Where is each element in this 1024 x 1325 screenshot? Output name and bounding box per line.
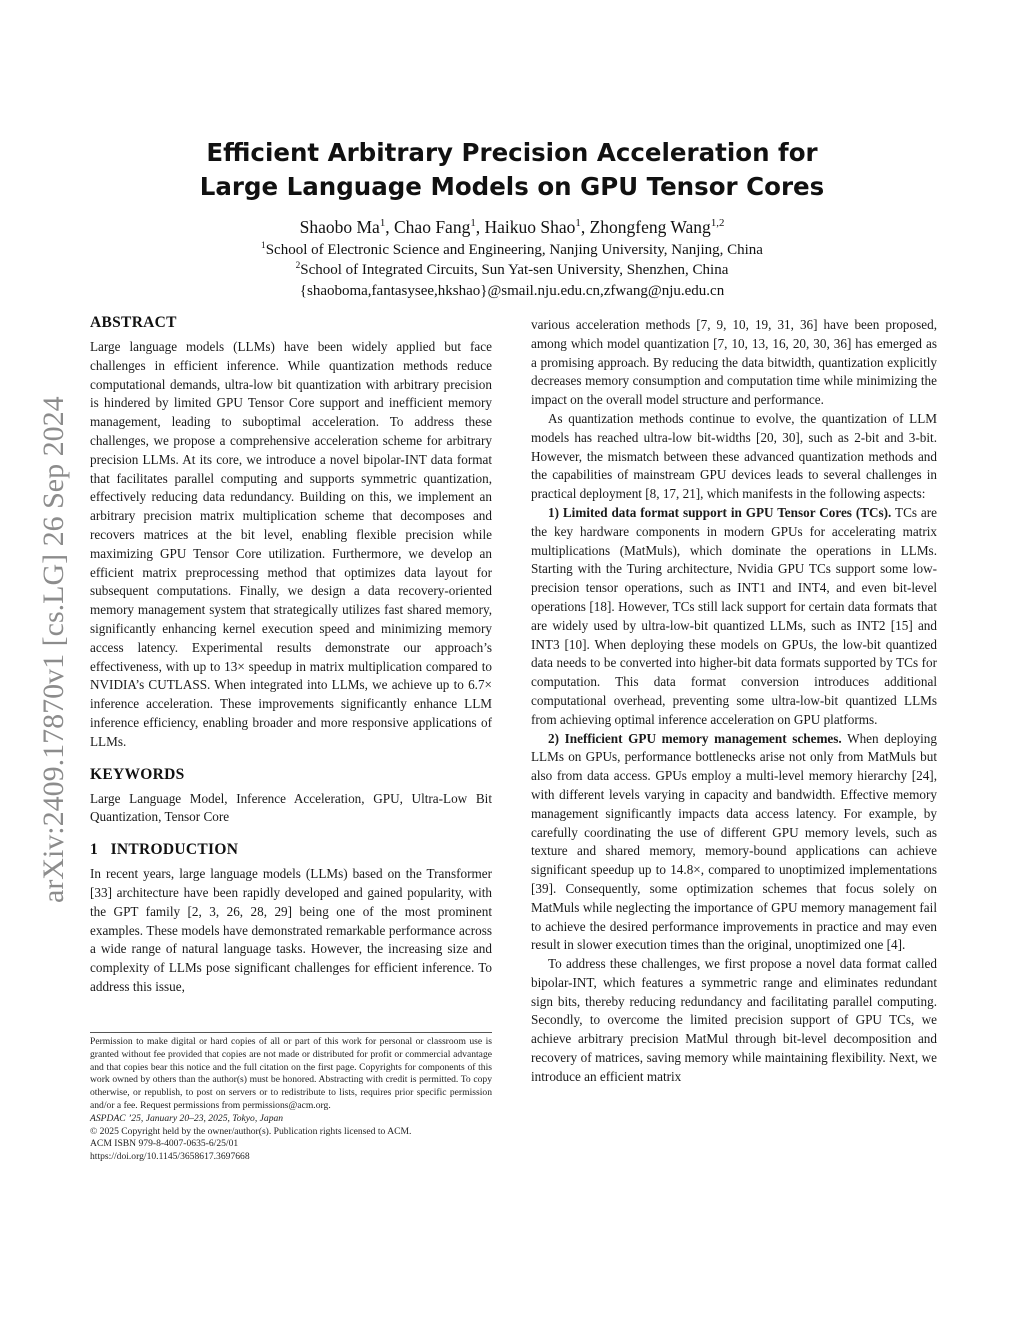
keywords-heading: KEYWORDS	[90, 765, 185, 783]
body-paragraph	[531, 504, 937, 730]
title-line-1: Efficient Arbitrary Precision Acceleration for	[206, 138, 818, 167]
copyright-line: © 2025 Copyright held by the owner/author(s). Publication rights licensed to ACM.	[90, 1125, 412, 1137]
abstract-text: Large language models (LLMs) have been widely applied but face challenges in efficient inference. While quantization methods reduce computational demands, ultra-low bit quantization with arbitrary precision is hindered by limited GPU Tensor Core support and inefficient memory management, leading to suboptimal acceleration. To address these challenges, we propose a comprehensive acceleration scheme for arbitrary precision LLMs. At its core, we introduce a novel bipolar-INT data format that facilitates parallel computing and supports symmetric quantization, effectively reducing data redundancy. Building on this, we implement an arbitrary precision matrix multiplication scheme that decomposes and recovers matrices at the bit level, enabling flexible precision while maximizing GPU Tensor Core utilization. Furthermore, we develop an efficient matrix preprocessing method that optimizes data layout for subsequent computations. Finally, we design a data recovery-oriented memory management system that strategically utilizes fast shared memory, significantly enhancing kernel execution speed and minimizing memory access latency. Experimental results demonstrate our approach’s effectiveness, with up to 13× speedup in matrix multiplication compared to NVIDIA’s CUTLASS. When integrated into LLMs, we achieve up to 6.7× inference acceleration. These improvements significantly enhance LLM inference efficiency, enabling broader and more responsive applications of LLMs.	[90, 339, 492, 749]
paper-title	[150, 136, 874, 204]
footnote-divider	[90, 1032, 492, 1033]
author-list: Shaobo Ma$^1$, Chao Fang$^1$, Haikuo Shao$^1$, Zhongfeng Wang$^{1,2}$	[299, 217, 725, 237]
affiliation-text: School of Electronic Science and Engineering, Nanjing University, Nanjing, China	[265, 242, 763, 258]
left-column	[90, 312, 492, 997]
affiliation-mark: 1	[261, 241, 266, 251]
affiliation-text: School of Integrated Circuits, Sun Yat-sen University, Shenzhen, China	[300, 262, 729, 278]
keywords-text: Large Language Model, Inference Acceleration, GPU, Ultra-Low Bit Quantization, Tensor Core	[90, 790, 492, 825]
introduction-paragraph: In recent years, large language models (LLMs) based on the Transformer [33] architecture have been rapidly developed and gained popularity, with the GPT family [2, 3, 26, 28, 29] being one of the most prominent examples. These models have demonstrated remarkable performance across a wide range of natural language tasks. However, the increasing size and complexity of LLMs pose significant challenges for efficient inference. To address this issue,	[90, 866, 492, 994]
inline-heading: 1) Limited data format support in GPU Tensor Cores (TCs).	[548, 504, 892, 520]
body-paragraph: As quantization methods continue to evolve, the quantization of LLM models has reached ultra-low bit-widths [20, 30], such as 2-bit and 3-bit. However, the mismatch between these advanced quantization methods and the capabilities of mainstream GPU devices leads to several challenges in practical deployment [8, 17, 21], which manifests in the following aspects:	[531, 410, 937, 502]
conference-info: ASPDAC ’25, January 20–23, 2025, Tokyo, Japan	[90, 1112, 284, 1124]
paragraph-body: TCs are the key hardware components in modern GPUs for accelerating matrix multiplications (MatMuls), which dominate the operations in LLMs. Starting with the Turing architecture, Nvidia GPU TCs support some low-precision tensor operations, such as INT1 and INT4, and even bit-level operations [18]. However, TCs still lack support for certain data formats that are widely used by ultra-low-bit quantized LLMs, such as INT2 [15] and INT3 [10]. When deploying these models on GPUs, the low-bit quantized data needs to be converted into higher-bit data formats supported by TCs for computation. This data format conversion introduces additional computational overhead, preventing some ultra-low-bit quantized LLMs from achieving optimal inference acceleration on GPU platforms.	[531, 504, 937, 727]
author-emails: {shaoboma,fantasysee,hkshao}@smail.nju.edu.cn,zfwang@nju.edu.cn	[299, 283, 725, 299]
paragraph-body: When deploying LLMs on GPUs, performance bottlenecks arise not only from MatMuls but also from data access. GPUs employ a multi-level memory hierarchy [24], with different levels varying in capacity and bandwidth. Effective memory management significantly impacts data access latency. For example, by carefully coordinating the use of different GPU memory levels, such as texture and shared memory, memory-bound applications can achieve significant speedup up to 14.8×, compared to unoptimized implementations [39]. Consequently, some optimization schemes that focus solely on MatMuls while neglecting the importance of GPU memory management fail to achieve the desired performance improvements in practice and may even result in slower execution times than the original, unoptimized one [4].	[531, 730, 937, 953]
author-name: Haikuo Shao	[484, 217, 576, 237]
affiliation-1	[120, 240, 904, 260]
author-affil-mark: 1	[379, 217, 386, 230]
inline-heading: 2) Inefficient GPU memory management schemes.	[548, 730, 842, 746]
permission-notice: Permission to make digital or hard copies of all or part of this work for personal or classroom use is granted without fee provided that copies are not made or distributed for profit or commercial advantage and that copies bear this notice and the full citation on the first page. Copyrights for components of this work owned by others than the author(s) must be honored. Abstracting with credit is permitted. To copy otherwise, or republish, to post on servers or to redistribute to lists, requires prior specific permission and/or a fee. Request permissions from permissions@acm.org.	[90, 1036, 492, 1111]
body-paragraph: To address these challenges, we first propose a novel data format called bipolar-INT, which features a symmetric range and eliminates redundant sign bits, thereby reducing redundancy and facilitating parallel computing. Secondly, to overcome the limited precision support of GPU TCs, we achieve arbitrary precision MatMul through bit-level decomposition and recovery of matrices, saving memory while maintaining flexibility. Next, we introduce an efficient matrix	[531, 956, 937, 1084]
doi-link[interactable]: https://doi.org/10.1145/3658617.3697668	[90, 1151, 250, 1163]
author-affil-mark: 1	[470, 217, 476, 230]
arxiv-stamp: arXiv:2409.17870v1 [cs.LG] 26 Sep 2024	[37, 396, 70, 904]
right-column	[531, 316, 937, 1087]
affiliation-2	[120, 260, 904, 280]
introduction-heading: 1 INTRODUCTION	[90, 841, 239, 859]
title-line-2: Large Language Models on GPU Tensor Cores	[199, 172, 825, 201]
author-name: Chao Fang	[394, 217, 471, 237]
author-name: Zhongfeng Wang	[589, 217, 711, 237]
affiliation-mark: 2	[295, 261, 301, 271]
author-name: Shaobo Ma	[299, 217, 380, 237]
body-paragraph: various acceleration methods [7, 9, 10, 19, 31, 36] have been proposed, among which model quantization [7, 10, 13, 16, 20, 30, 36] has emerged as a promising approach. By reducing the data bitwidth, quantization explicitly decreases memory consumption and computation time while minimizing the impact on the overall model structure and performance.	[531, 317, 937, 408]
copyright-footnote	[90, 1036, 492, 1164]
abstract-heading: ABSTRACT	[90, 314, 177, 331]
isbn-line: ACM ISBN 979-8-4007-0635-6/25/01	[90, 1138, 239, 1150]
author-affil-mark: 1	[575, 217, 581, 230]
author-affil-mark: 1,2	[710, 217, 725, 230]
body-paragraph	[531, 730, 937, 956]
